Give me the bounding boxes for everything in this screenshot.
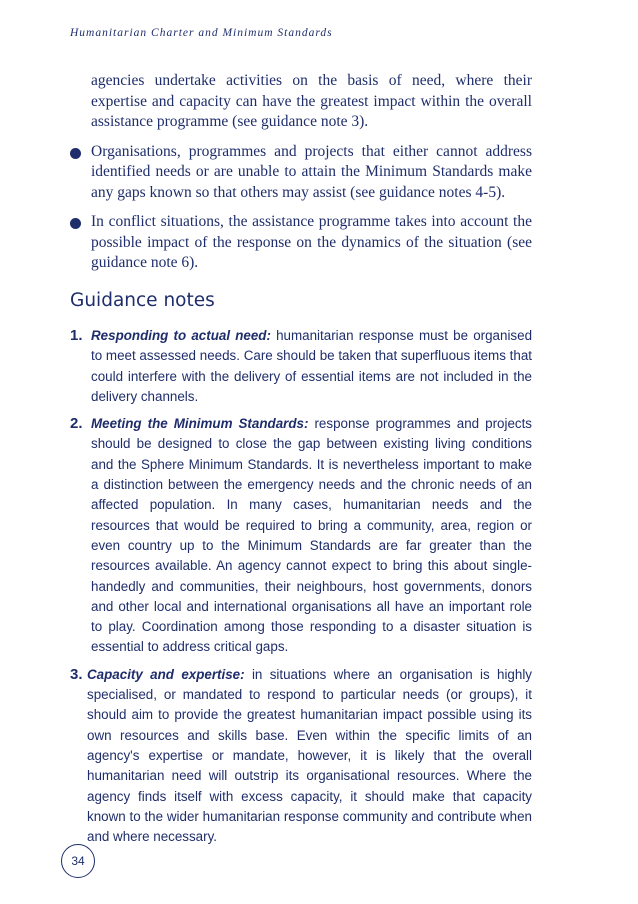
guidance-note bbox=[70, 414, 532, 658]
note-text: humanitarian response must be organised to meet assessed needs. Care should be taken that superfluous items that could interfere with the delivery of essential items are not included in the delivery channels. bbox=[91, 328, 533, 404]
note-title: Capacity and expertise: bbox=[87, 666, 245, 682]
continued-paragraph: agencies undertake activities on the basis of need, where their expertise and capacity can have the greatest impact within the overall assistance programme (see guidance note 3). bbox=[91, 72, 532, 130]
guidance-notes-list bbox=[70, 326, 532, 854]
bullet-text: Organisations, programmes and projects that either cannot address identified needs or are unable to attain the Minimum Standards make any gaps known so that others may assist (see guidance notes 4-5). bbox=[91, 142, 532, 201]
page-number-text: 34 bbox=[71, 854, 85, 868]
top-block bbox=[70, 71, 532, 283]
bullet-dot-icon bbox=[70, 148, 81, 159]
note-number: 2. bbox=[70, 415, 83, 433]
bullet-dot-icon bbox=[70, 218, 81, 229]
note-title: Responding to actual need: bbox=[91, 328, 271, 343]
guidance-note bbox=[70, 665, 532, 848]
page-number bbox=[61, 844, 95, 878]
note-number: 3. bbox=[70, 665, 83, 683]
bullet-item bbox=[70, 212, 532, 274]
bullet-item bbox=[70, 142, 532, 204]
note-text: in situations where an organisation is highly specialised, or mandated to respond to particular needs (or groups), it should aim to provide the greatest humanitarian impact possible using its own resources and skills base. Even within the specific limits of an agency's expertise or mandate, however, it is likely that the overall humanitarian need will outstrip its organisational resources. Where the agency finds itself with excess capacity, it should make that capacity known to the wider humanitarian response community and contribute when and where necessary. bbox=[87, 666, 532, 845]
guidance-notes-heading: Guidance notes bbox=[70, 290, 215, 311]
bullet-text: In conflict situations, the assistance programme takes into account the possible impact of the response on the dynamics of the situation (see guidance note 6). bbox=[91, 213, 532, 271]
note-number: 1. bbox=[70, 327, 83, 344]
note-text: response programmes and projects should be designed to close the gap between existing living conditions and the Sphere Minimum Standards. It is nevertheless important to make a distinction between the emergency needs and the chronic needs of an affected population. In many cases, humanitarian needs and the resources that would be required to bring a community, area, region or even country up to the Minimum Standards are far greater than the resources available. An agency cannot expect to bring this about single-handedly and communities, their neighbours, host governments, donors and other local and international organisations all have an important role to play. Coordination among those responding to a disaster situation is essential to address critical gaps. bbox=[91, 416, 533, 655]
note-title: Meeting the Minimum Standards: bbox=[91, 416, 309, 432]
running-title: Humanitarian Charter and Minimum Standards bbox=[70, 27, 333, 39]
guidance-note bbox=[70, 326, 532, 407]
